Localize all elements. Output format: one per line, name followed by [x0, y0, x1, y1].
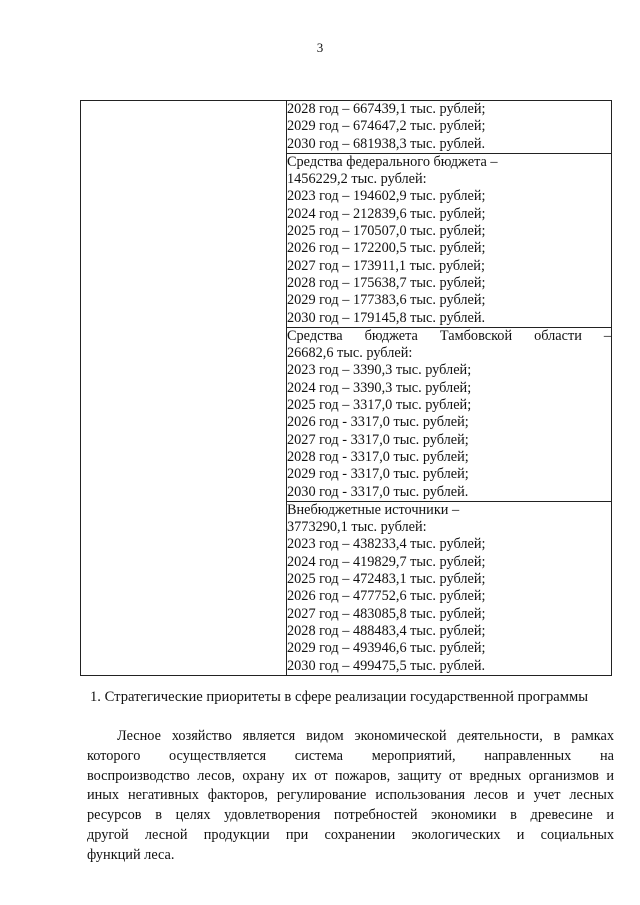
year-line: 2030 год – 499475,5 тыс. рублей.: [287, 657, 486, 674]
paragraph-line: функций леса.: [87, 846, 175, 863]
continued-cell: [287, 101, 612, 154]
extrabudget-cell: [287, 501, 612, 675]
year-line: 2023 год – 3390,3 тыс. рублей;: [287, 362, 472, 379]
year-line: 2030 год – 681938,3 тыс. рублей.: [287, 135, 486, 152]
year-line: 2029 год - 3317,0 тыс. рублей;: [287, 466, 469, 483]
year-line: 2029 год – 177383,6 тыс. рублей;: [287, 292, 486, 309]
year-line: 2028 год – 667439,1 тыс. рублей;: [287, 101, 486, 117]
year-line: 2028 год – 488483,4 тыс. рублей;: [287, 622, 486, 639]
year-line: 2027 год – 173911,1 тыс. рублей;: [287, 257, 485, 274]
year-line: 2029 год – 493946,6 тыс. рублей;: [287, 640, 486, 657]
page-number: 3: [316, 40, 324, 55]
paragraph-line: которого осуществляется система мероприятий, направленных на: [87, 747, 614, 764]
year-line: 2026 год – 172200,5 тыс. рублей;: [287, 240, 486, 257]
year-line: 2024 год – 419829,7 тыс. рублей;: [287, 553, 486, 570]
paragraph-line: иных негативных факторов, регулирование использования лесов и учет лесных: [87, 787, 614, 804]
year-line: 2025 год – 472483,1 тыс. рублей;: [287, 571, 486, 588]
body-paragraph: [87, 727, 614, 866]
federal-total: 1456229,2 тыс. рублей:: [287, 171, 427, 188]
year-line: 2024 год – 212839,6 тыс. рублей;: [287, 205, 486, 222]
year-line: 2025 год – 170507,0 тыс. рублей;: [287, 223, 486, 240]
year-line: 2026 год - 3317,0 тыс. рублей;: [287, 414, 469, 431]
regional-header: Средства бюджета Тамбовской области –: [287, 327, 611, 344]
year-line: 2029 год – 674647,2 тыс. рублей;: [287, 118, 486, 135]
year-line: 2028 год – 175638,7 тыс. рублей;: [287, 274, 486, 291]
table-row-continued: [81, 101, 612, 154]
federal-budget-cell: [287, 153, 612, 327]
regional-budget-cell: [287, 327, 612, 501]
paragraph-line: ресурсов в целях удовлетворения потребностей экономики в древесине и: [87, 807, 614, 824]
year-line: 2026 год – 477752,6 тыс. рублей;: [287, 588, 486, 605]
section-heading: 1. Стратегические приоритеты в сфере реализации государственной программы: [90, 689, 589, 705]
extrabudget-total: 3773290,1 тыс. рублей:: [287, 519, 427, 536]
year-line: 2023 год – 438233,4 тыс. рублей;: [287, 536, 486, 553]
extrabudget-header: Внебюджетные источники –: [287, 501, 460, 518]
funding-table: [80, 100, 612, 676]
year-line: 2030 год – 179145,8 тыс. рублей.: [287, 309, 486, 326]
empty-left-cell: [81, 101, 287, 676]
paragraph-line: другой лесной продукции при сохранении экологических и социальных: [87, 826, 614, 843]
year-line: 2027 год – 483085,8 тыс. рублей;: [287, 605, 486, 622]
year-line: 2030 год - 3317,0 тыс. рублей.: [287, 483, 469, 500]
regional-total: 26682,6 тыс. рублей:: [287, 345, 413, 362]
year-line: 2027 год - 3317,0 тыс. рублей;: [287, 431, 469, 448]
paragraph-line: воспроизводство лесов, охрану их от пожаров, защиту от вредных организмов и: [87, 767, 614, 784]
year-line: 2024 год – 3390,3 тыс. рублей;: [287, 379, 472, 396]
paragraph-line: Лесное хозяйство является видом экономической деятельности, в рамках: [117, 728, 614, 744]
year-line: 2025 год – 3317,0 тыс. рублей;: [287, 397, 472, 414]
federal-header: Средства федерального бюджета –: [287, 153, 498, 170]
year-line: 2028 год - 3317,0 тыс. рублей;: [287, 448, 469, 465]
year-line: 2023 год – 194602,9 тыс. рублей;: [287, 188, 486, 205]
